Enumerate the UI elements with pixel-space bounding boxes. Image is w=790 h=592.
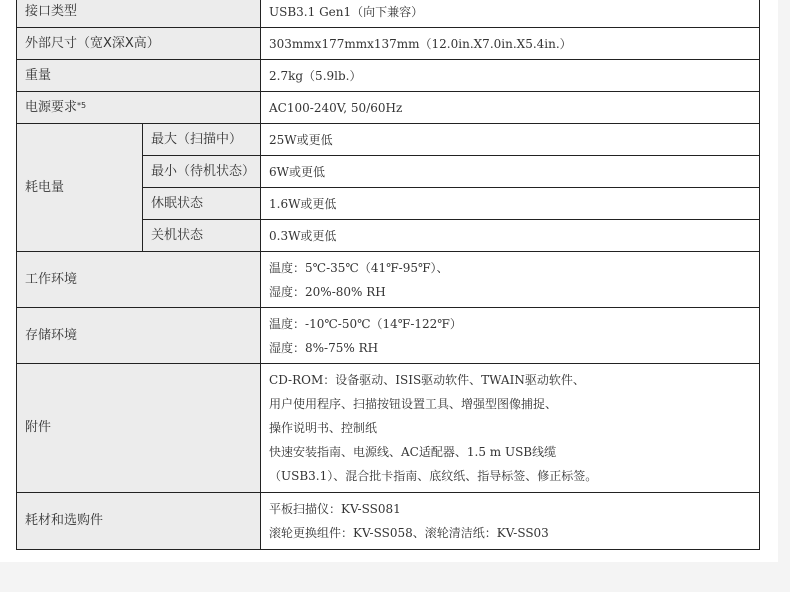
table-row [17, 493, 760, 550]
page-bottom-area [0, 562, 778, 592]
value-line: 快速安装指南、电源线、AC适配器、1.5 m USB线缆 [269, 445, 557, 459]
value-line: 平板扫描仪：KV-SS081 [269, 502, 401, 516]
row-value-accessories [261, 364, 760, 493]
consumption-value: 1.6W或更低 [261, 188, 760, 220]
spec-table [16, 0, 760, 550]
row-value-interface: USB3.1 Gen1（向下兼容） [261, 0, 760, 28]
row-label-operating-env: 工作环境 [17, 252, 261, 308]
table-row [17, 124, 760, 156]
consumption-sub-label: 最小（待机状态） [143, 156, 261, 188]
row-label-consumption: 耗电量 [17, 124, 143, 252]
table-row [17, 308, 760, 364]
row-value-dimensions: 303mmx177mmx137mm（12.0in.X7.0in.X5.4in.） [261, 28, 760, 60]
consumption-value: 6W或更低 [261, 156, 760, 188]
row-value-consumables [261, 493, 760, 550]
table-row [17, 92, 760, 124]
table-row [17, 364, 760, 493]
value-line: 操作说明书、控制纸 [269, 421, 378, 435]
page-right-gutter [778, 0, 790, 592]
value-line: （USB3.1）、混合批卡指南、底纹纸、指导标签、修正标签。 [269, 469, 598, 483]
row-label-storage-env: 存储环境 [17, 308, 261, 364]
value-line: 湿度：20%-80% RH [269, 284, 386, 299]
value-line: 温度：-10℃-50℃（14℉-122℉） [269, 316, 462, 331]
table-row [17, 60, 760, 92]
row-label-weight: 重量 [17, 60, 261, 92]
value-line: 用户使用程序、扫描按钮设置工具、增强型图像捕捉、 [269, 397, 558, 411]
value-line: 湿度：8%-75% RH [269, 340, 379, 355]
table-row [17, 0, 760, 28]
consumption-sub-label: 休眠状态 [143, 188, 261, 220]
row-value-power: AC100-240V, 50/60Hz [261, 92, 760, 124]
consumption-value: 0.3W或更低 [261, 220, 760, 252]
row-label-interface: 接口类型 [17, 0, 261, 28]
value-line: CD-ROM：设备驱动、ISIS驱动软件、TWAIN驱动软件、 [269, 373, 585, 387]
power-label-text: 电源要求 [25, 99, 78, 115]
footnote-marker: *5 [77, 100, 87, 110]
value-line: 温度：5℃-35℃（41℉-95℉）、 [269, 260, 449, 275]
row-label-dimensions: 外部尺寸（宽X深X高） [17, 28, 261, 60]
consumption-value: 25W或更低 [261, 124, 760, 156]
row-value-weight: 2.7kg（5.9lb.） [261, 60, 760, 92]
row-label-consumables: 耗材和选购件 [17, 493, 261, 550]
row-value-operating-env [261, 252, 760, 308]
row-label-power [17, 92, 261, 124]
row-label-accessories: 附件 [17, 364, 261, 493]
table-row [17, 252, 760, 308]
consumption-sub-label: 关机状态 [143, 220, 261, 252]
table-row [17, 28, 760, 60]
consumption-sub-label: 最大（扫描中） [143, 124, 261, 156]
row-value-storage-env [261, 308, 760, 364]
value-line: 滚轮更换组件：KV-SS058、滚轮清洁纸：KV-SS03 [269, 526, 549, 540]
